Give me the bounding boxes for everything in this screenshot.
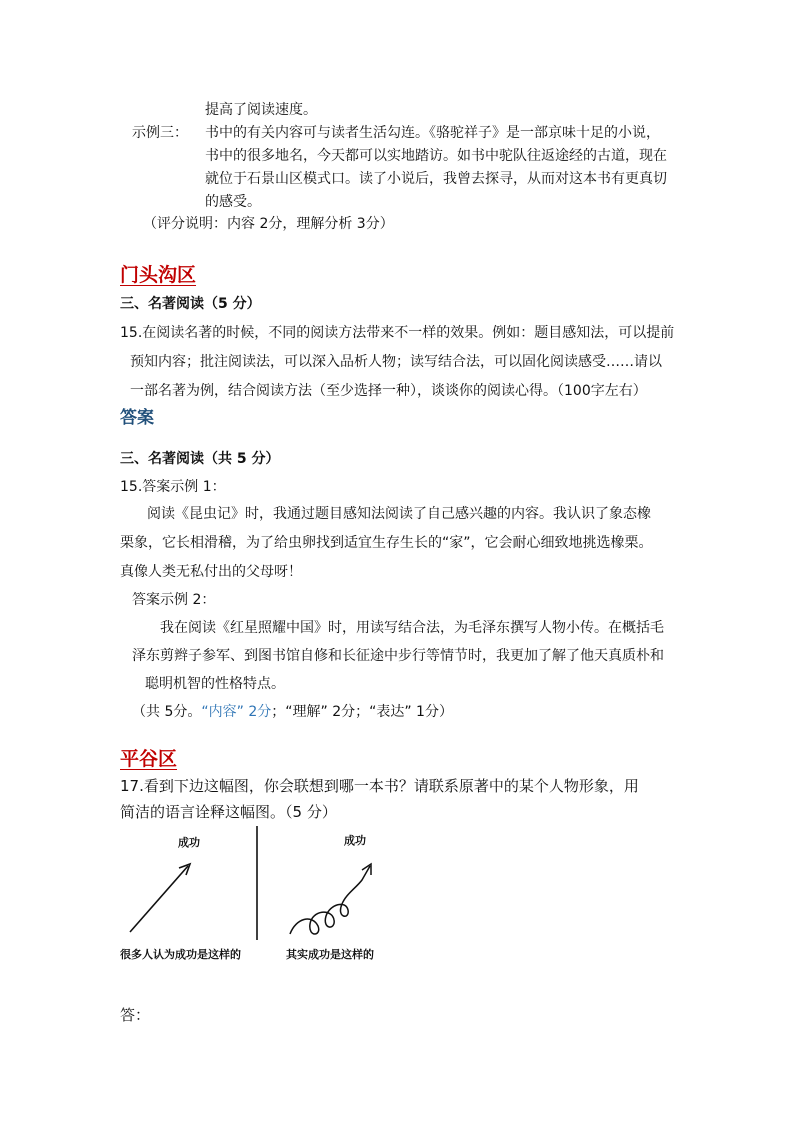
answer-example1-line: 栗象，它长相滑稽，为了给虫卵找到适宜生存生长的“家”，它会耐心细致地挑选橡栗。 [120,535,653,551]
success-figure [118,822,388,967]
answer-heading: 答案 [120,408,154,428]
answer-example2-line: 聪明机智的性格特点。 [145,676,285,692]
region-heading-mentougou: 门头沟区 [120,264,197,286]
answer-example1-line: 阅读《昆虫记》时，我通过题目感知法阅读了自己感兴趣的内容。我认识了象态橡 [147,506,651,522]
answer-example1-line: 真像人类无私付出的父母呀！ [120,564,302,580]
question-line: 预知内容；批注阅读法，可以深入品析人物；读写结合法，可以固化阅读感受……请以 [130,354,662,370]
answer-section-title: 三、名著阅读（共 5 分） [120,451,280,467]
answer-scoring [132,701,453,723]
answer-example2-line: 泽东剪辫子参军、到图书馆自修和长征途中步行等情节时，我更加了解了他天真质朴和 [132,648,664,664]
answer-example2-line: 我在阅读《红星照耀中国》时，用读写结合法，为毛泽东撰写人物小传。在概括毛 [160,620,664,636]
answer-example2-label: 答案示例 2： [132,592,216,608]
answer-line: 提高了阅读速度。 [205,102,317,118]
right-bottom-label: 其实成功是这样的 [286,948,374,961]
example3-line: 书中的很多地名，今天都可以实地踏访。如书中驼队往返途经的古道，现在 [205,148,667,164]
answer-example1-label: 15.答案示例 1： [120,479,226,495]
example3-label: 示例三： [132,125,188,141]
example3-line: 的感受。 [205,194,261,210]
section-title: 三、名著阅读（5 分） [120,296,261,312]
scoring-prefix: （共 5分。 [132,704,202,720]
straight-arrow-line [130,866,188,932]
question-line: 简洁的语言诠释这幅图。（5 分） [120,803,337,821]
scoring-rest: ；“理解” 2分；“表达” 1分） [271,704,453,720]
scoring-note: （评分说明：内容 2分，理解分析 3分） [143,216,394,232]
spiral-arrow-line [290,866,370,934]
right-top-label: 成功 [344,834,366,847]
question-line: 17.看到下边这幅图，你会联想到哪一本书？请联系原著中的某个人物形象，用 [120,777,639,795]
region-heading-pinggu: 平谷区 [120,748,178,770]
scoring-content: “内容” 2分 [201,704,272,720]
left-bottom-label: 很多人认为成功是这样的 [120,948,241,961]
question-line: 一部名著为例，结合阅读方法（至少选择一种），谈谈你的阅读心得。（100字左右） [130,383,647,399]
left-top-label: 成功 [178,836,200,849]
example3-line: 书中的有关内容可与读者生活勾连。《骆驼祥子》是一部京味十足的小说， [205,125,660,141]
question-line: 15.在阅读名著的时候，不同的阅读方法带来不一样的效果。例如：题目感知法，可以提前 [120,325,675,341]
answer-label: 答： [120,1006,151,1024]
example3-line: 就位于石景山区模式口。读了小说后，我曾去探寻，从而对这本书有更真切 [205,171,667,187]
